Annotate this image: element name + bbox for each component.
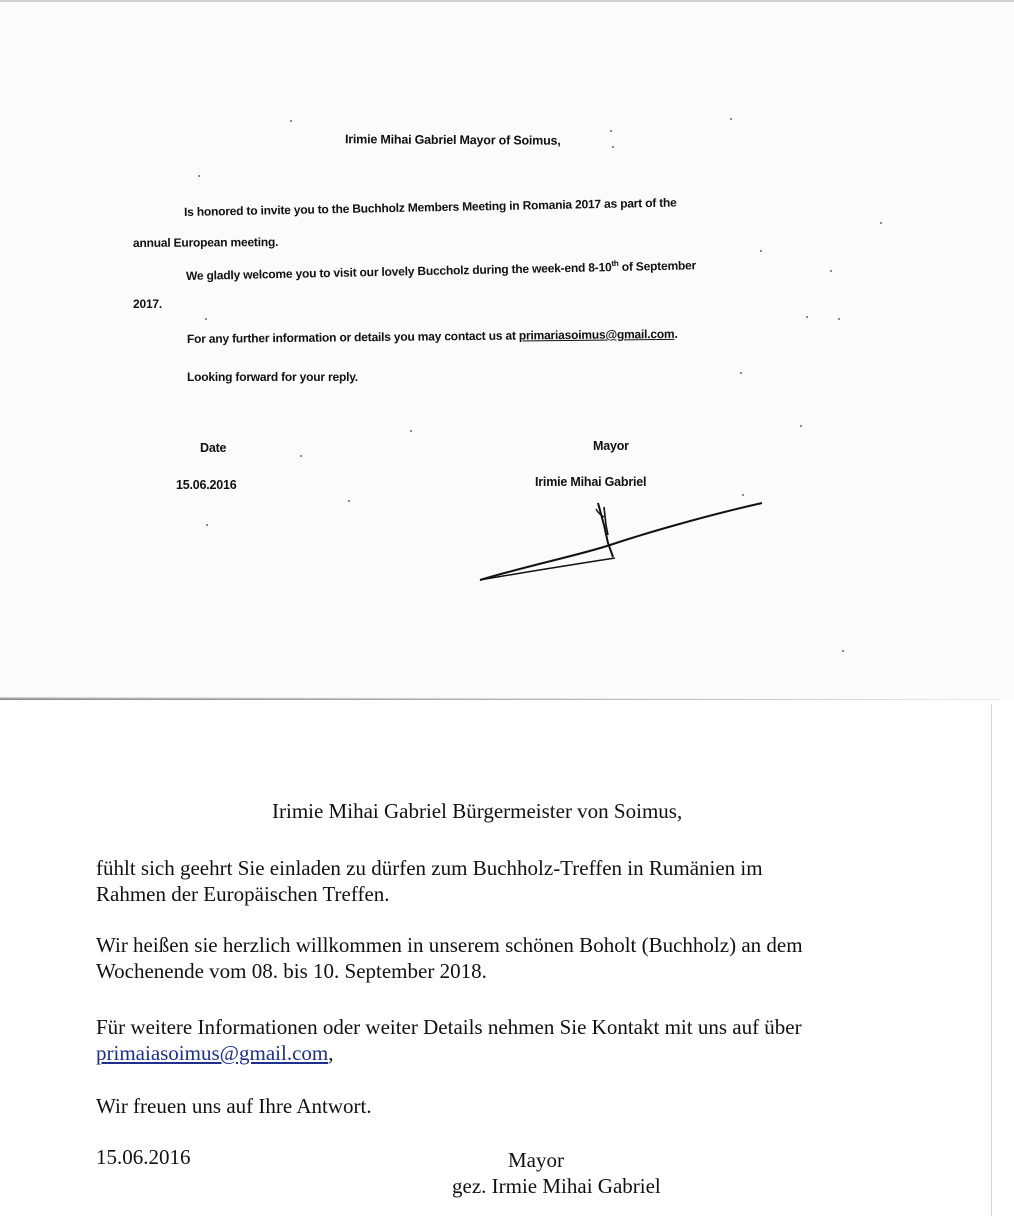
scan-speck xyxy=(410,430,412,432)
scan-speck xyxy=(842,650,844,652)
german-paragraph1-line2: Rahmen der Europäischen Treffen. xyxy=(96,882,390,906)
german-paragraph3-line2 xyxy=(96,1040,802,1066)
english-heading: Irimie Mihai Gabriel Mayor of Soimus, xyxy=(344,132,561,148)
scan-speck xyxy=(838,318,840,320)
german-mayor-label: Mayor xyxy=(508,1148,564,1172)
scan-speck xyxy=(300,455,302,457)
scan-speck xyxy=(198,175,200,177)
english-paragraph1-line2: annual European meeting. xyxy=(132,234,279,250)
english-paragraph2-sup: th xyxy=(611,258,619,269)
english-closing: Looking forward for your reply. xyxy=(187,370,358,384)
scan-speck xyxy=(830,270,832,272)
german-paragraph1 xyxy=(96,855,763,907)
scan-speck xyxy=(760,250,762,252)
page-right-edge xyxy=(991,704,992,1216)
scan-speck xyxy=(348,500,350,502)
german-paragraph2 xyxy=(96,932,803,984)
english-email-link[interactable]: primariasoimus@gmail.com xyxy=(518,326,675,343)
english-paragraph2-line2: 2017. xyxy=(133,297,163,311)
english-mayor-label: Mayor xyxy=(593,439,629,453)
german-mayor-name: gez. Irmie Mihai Gabriel xyxy=(452,1174,661,1198)
scan-speck xyxy=(742,494,744,496)
german-paragraph2-line2: Wochenende vom 08. bis 10. September 2018. xyxy=(96,959,487,983)
german-heading: Irimie Mihai Gabriel Bürgermeister von Soimus, xyxy=(272,799,683,823)
scan-speck xyxy=(800,425,802,427)
scan-speck xyxy=(205,318,207,320)
english-date-label: Date xyxy=(200,441,227,455)
scan-speck xyxy=(290,120,292,122)
signature-image xyxy=(470,495,770,590)
english-paragraph3 xyxy=(187,327,678,346)
scan-speck xyxy=(740,372,742,374)
english-paragraph3-text: For any further information or details you may contact us at xyxy=(186,328,519,346)
german-paragraph3-end: , xyxy=(328,1041,334,1065)
scan-speck xyxy=(880,222,882,224)
english-date-value: 15.06.2016 xyxy=(176,478,237,492)
german-paragraph3-line1: Für weitere Informationen oder weiter Details nehmen Sie Kontakt mit uns auf über xyxy=(96,1015,802,1039)
english-paragraph2-end: of September xyxy=(618,258,697,274)
english-paragraph2-line1 xyxy=(186,257,696,283)
scan-speck xyxy=(730,118,732,120)
english-paragraph2-text: We gladly welcome you to visit our lovely Buccholz during the week-end 8-10 xyxy=(185,260,612,283)
german-paragraph2-line1: Wir heißen sie herzlich willkommen in unserem schönen Boholt (Buchholz) an dem xyxy=(96,933,803,957)
scan-speck xyxy=(612,146,614,148)
scan-speck xyxy=(206,524,208,526)
scan-speck xyxy=(806,316,808,318)
german-date: 15.06.2016 xyxy=(96,1145,191,1169)
german-letter xyxy=(0,700,1014,1216)
english-paragraph1-line1: Is honored to invite you to the Buchholz Members Meeting in Romania 2017 as part of the xyxy=(183,195,677,219)
english-mayor-name: Irimie Mihai Gabriel xyxy=(535,475,647,489)
german-closing: Wir freuen uns auf Ihre Antwort. xyxy=(96,1094,372,1118)
german-paragraph1-line1: fühlt sich geehrt Sie einladen zu dürfen zum Buchholz-Treffen in Rumänien im xyxy=(96,856,763,880)
german-email-link[interactable]: primaiasoimus@gmail.com xyxy=(96,1041,329,1065)
scan-speck xyxy=(610,130,612,132)
german-paragraph3 xyxy=(96,1014,802,1066)
english-paragraph3-end: . xyxy=(674,326,678,341)
scan-top-edge xyxy=(0,0,1014,2)
